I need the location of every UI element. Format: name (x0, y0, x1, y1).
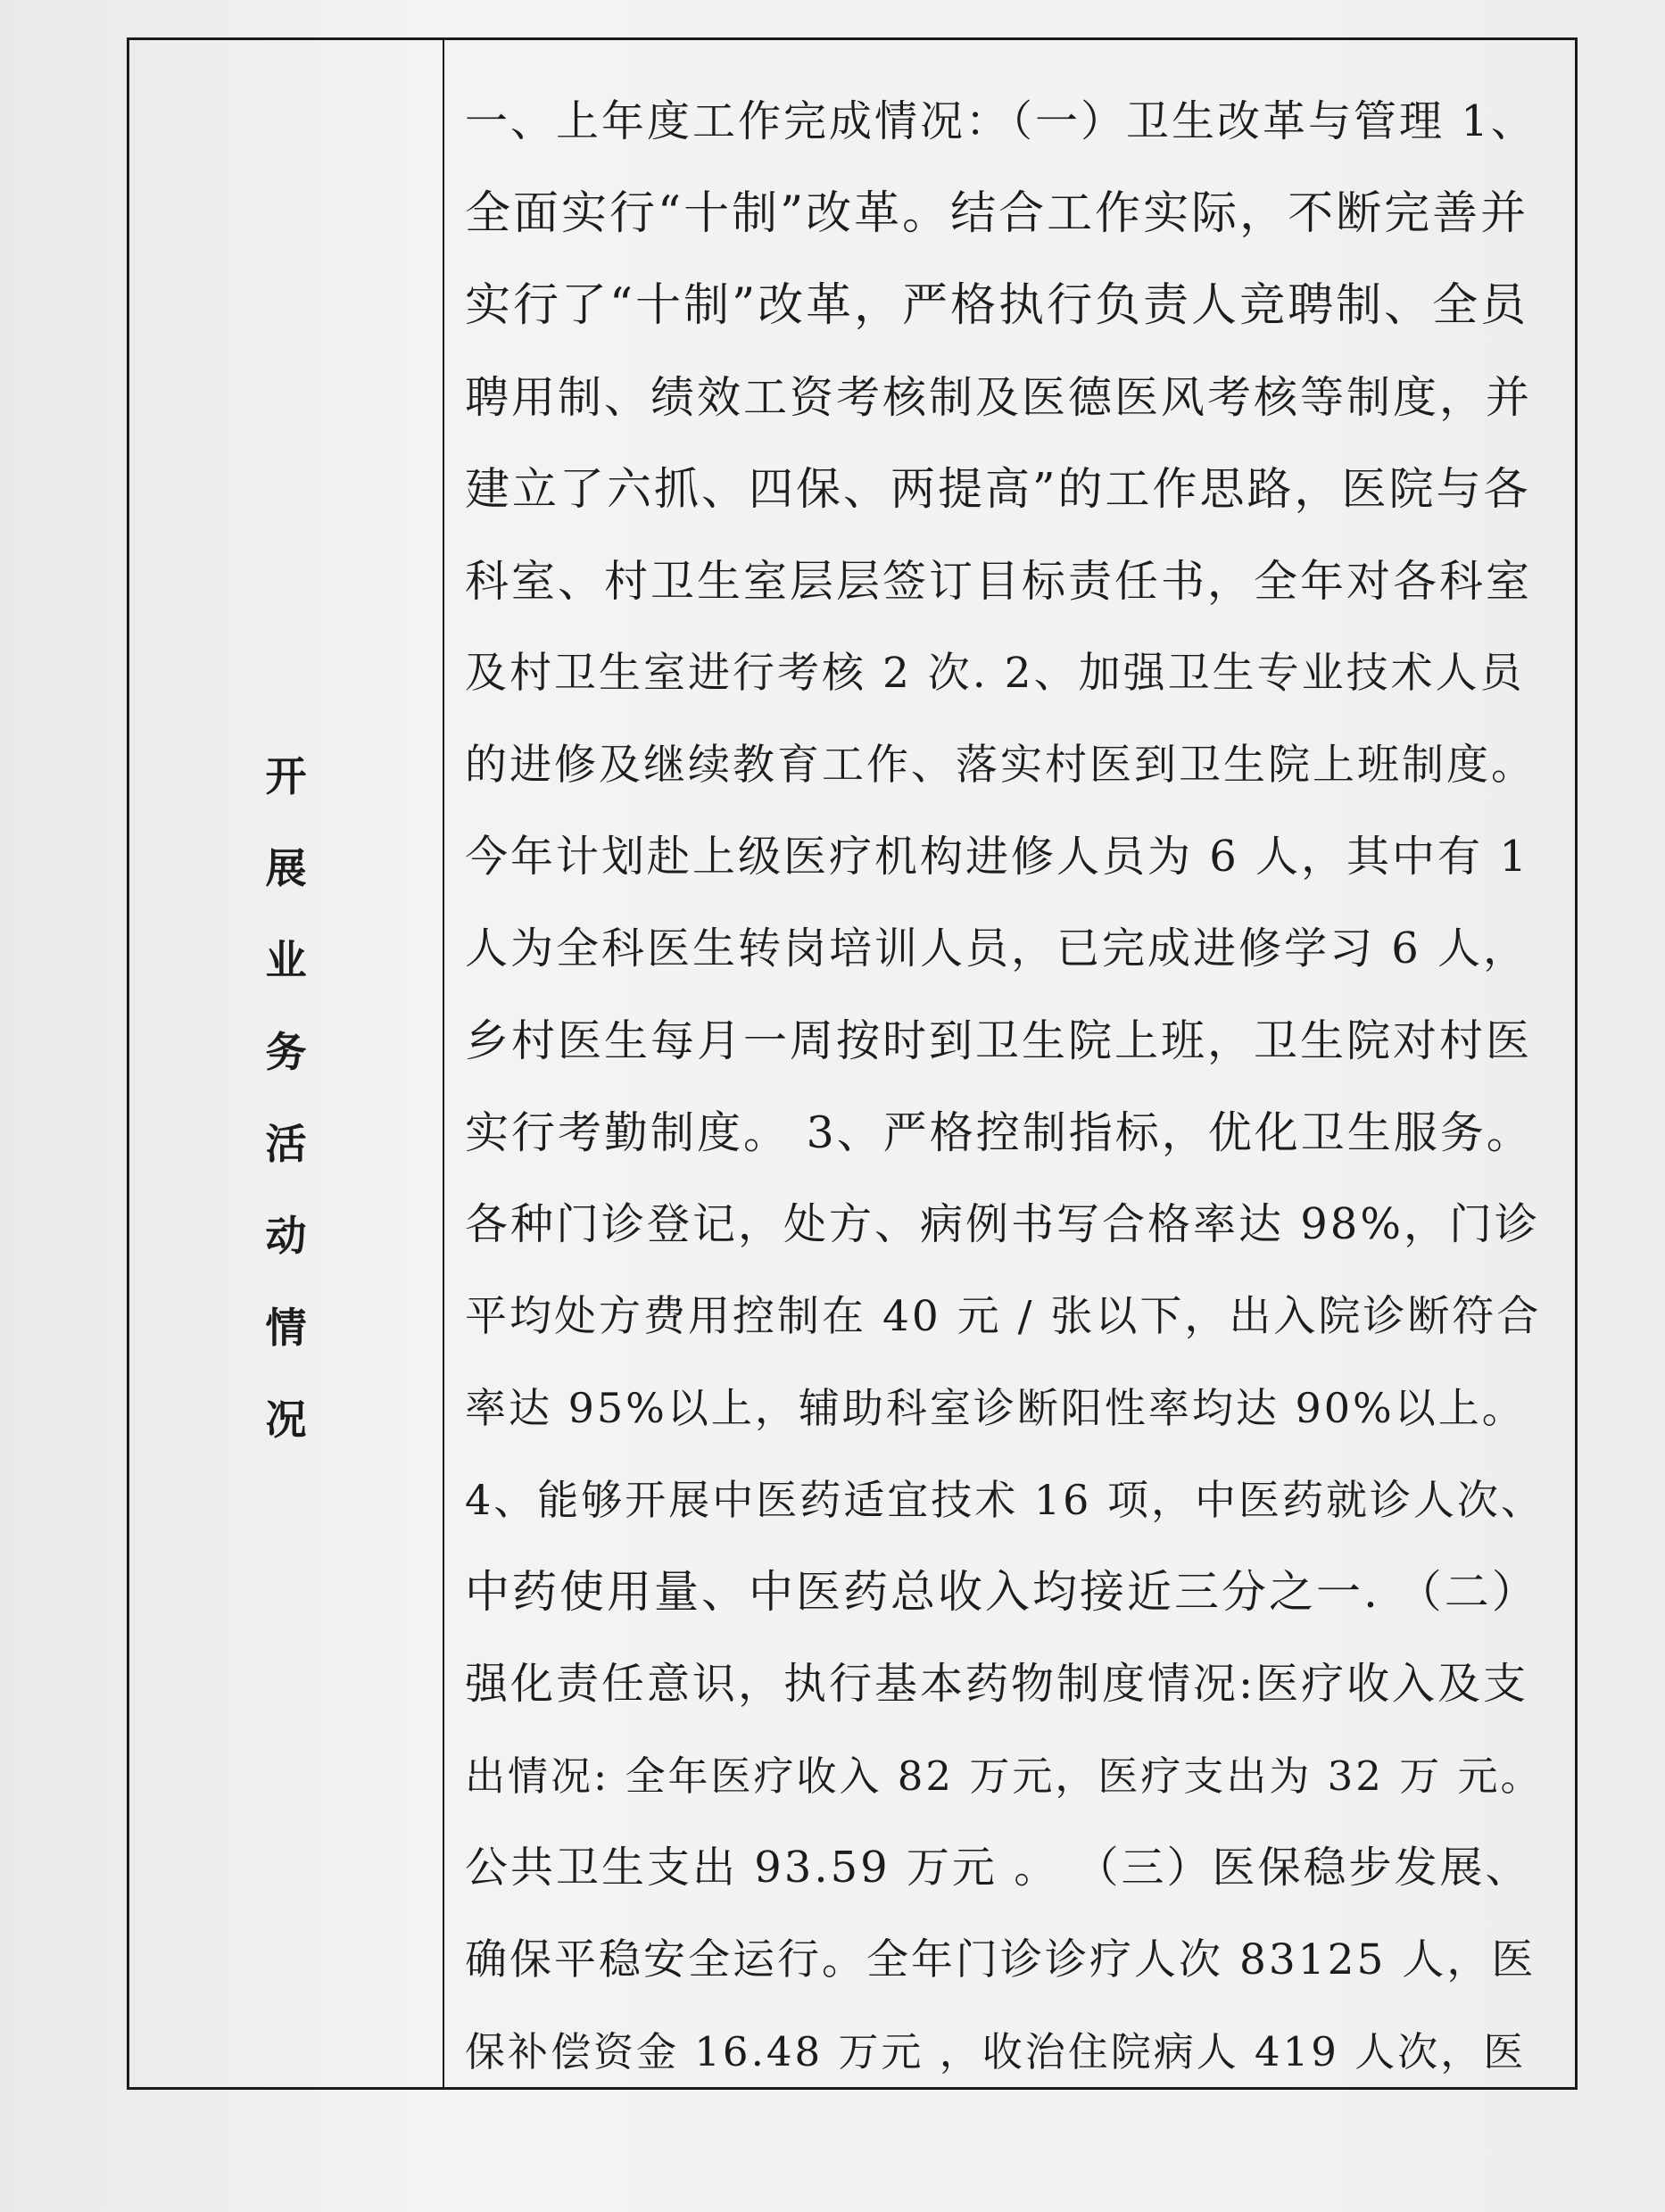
row-label-char: 开 (265, 752, 307, 800)
text-line: 强化责任意识，执行基本药物制度情况:医疗收入及支 (465, 1659, 1529, 1709)
row-label-char: 展 (265, 844, 307, 892)
text-line: 建立了六抓、四保、两提高”的工作思路，医院与各 (465, 463, 1531, 515)
row-label-char: 况 (265, 1396, 307, 1444)
text-line: 实行考勤制度。 3、严格控制指标，优化卫生服务。 (465, 1107, 1533, 1158)
text-line: 一、上年度工作完成情况：（一）卫生改革与管理 1、 (465, 96, 1537, 146)
text-line: 的进修及继续教育工作、落实村医到卫生院上班制度。 (465, 741, 1536, 790)
report-table (127, 37, 1578, 2090)
text-line: 及村卫生室进行考核 2 次. 2、加强卫生专业技术人员 (465, 649, 1525, 698)
text-line: 保补偿资金 16.48 万元 ，收治住院病人 419 人次，医 (465, 2028, 1527, 2075)
text-line: 4、能够开展中医药适宜技术 16 项，中医药就诊人次、 (465, 1476, 1545, 1524)
row-label-cell (129, 40, 443, 2087)
text-line: 聘用制、绩效工资考核制及医德医风考核等制度，并 (465, 372, 1533, 423)
row-label-char: 情 (265, 1304, 307, 1352)
row-label-char: 务 (265, 1028, 307, 1076)
column-divider (443, 40, 444, 2087)
content-cell (465, 76, 1545, 2098)
row-label-char: 动 (265, 1212, 307, 1260)
text-line: 平均处方费用控制在 40 元 / 张以下，出入院诊断符合 (465, 1292, 1542, 1341)
text-line: 各种门诊登记，处方、病例书写合格率达 98%，门诊 (465, 1199, 1540, 1249)
text-line: 出情况: 全年医疗收入 82 万元，医疗支出为 32 万 元。 (465, 1752, 1544, 1800)
text-line: 科室、村卫生室层层签订目标责任书，全年对各科室 (465, 556, 1533, 607)
text-line: 乡村医生每月一周按时到卫生院上班，卫生院对村医 (465, 1015, 1533, 1066)
text-line: 实行了“十制”改革，严格执行负责人竞聘制、全员 (465, 279, 1529, 332)
text-line: 全面实行“十制”改革。结合工作实际，不断完善并 (465, 187, 1529, 240)
text-line: 确保平稳安全运行。全年门诊诊疗人次 83125 人，医 (465, 1935, 1537, 1984)
row-label-char: 业 (265, 936, 307, 984)
text-line: 公共卫生支出 93.59 万元 。 （三）医保稳步发展、 (465, 1843, 1531, 1893)
row-label-char: 活 (265, 1120, 307, 1168)
text-line: 中药使用量、中医药总收入均接近三分之一. （二） (465, 1566, 1539, 1618)
text-line: 人为全科医生转岗培训人员，已完成进修学习 6 人， (465, 924, 1529, 973)
text-line: 今年计划赴上级医疗机构进修人员为 6 人，其中有 1 (465, 832, 1529, 882)
text-line: 率达 95%以上，辅助科室诊断阳性率均达 90%以上。 (465, 1384, 1526, 1432)
